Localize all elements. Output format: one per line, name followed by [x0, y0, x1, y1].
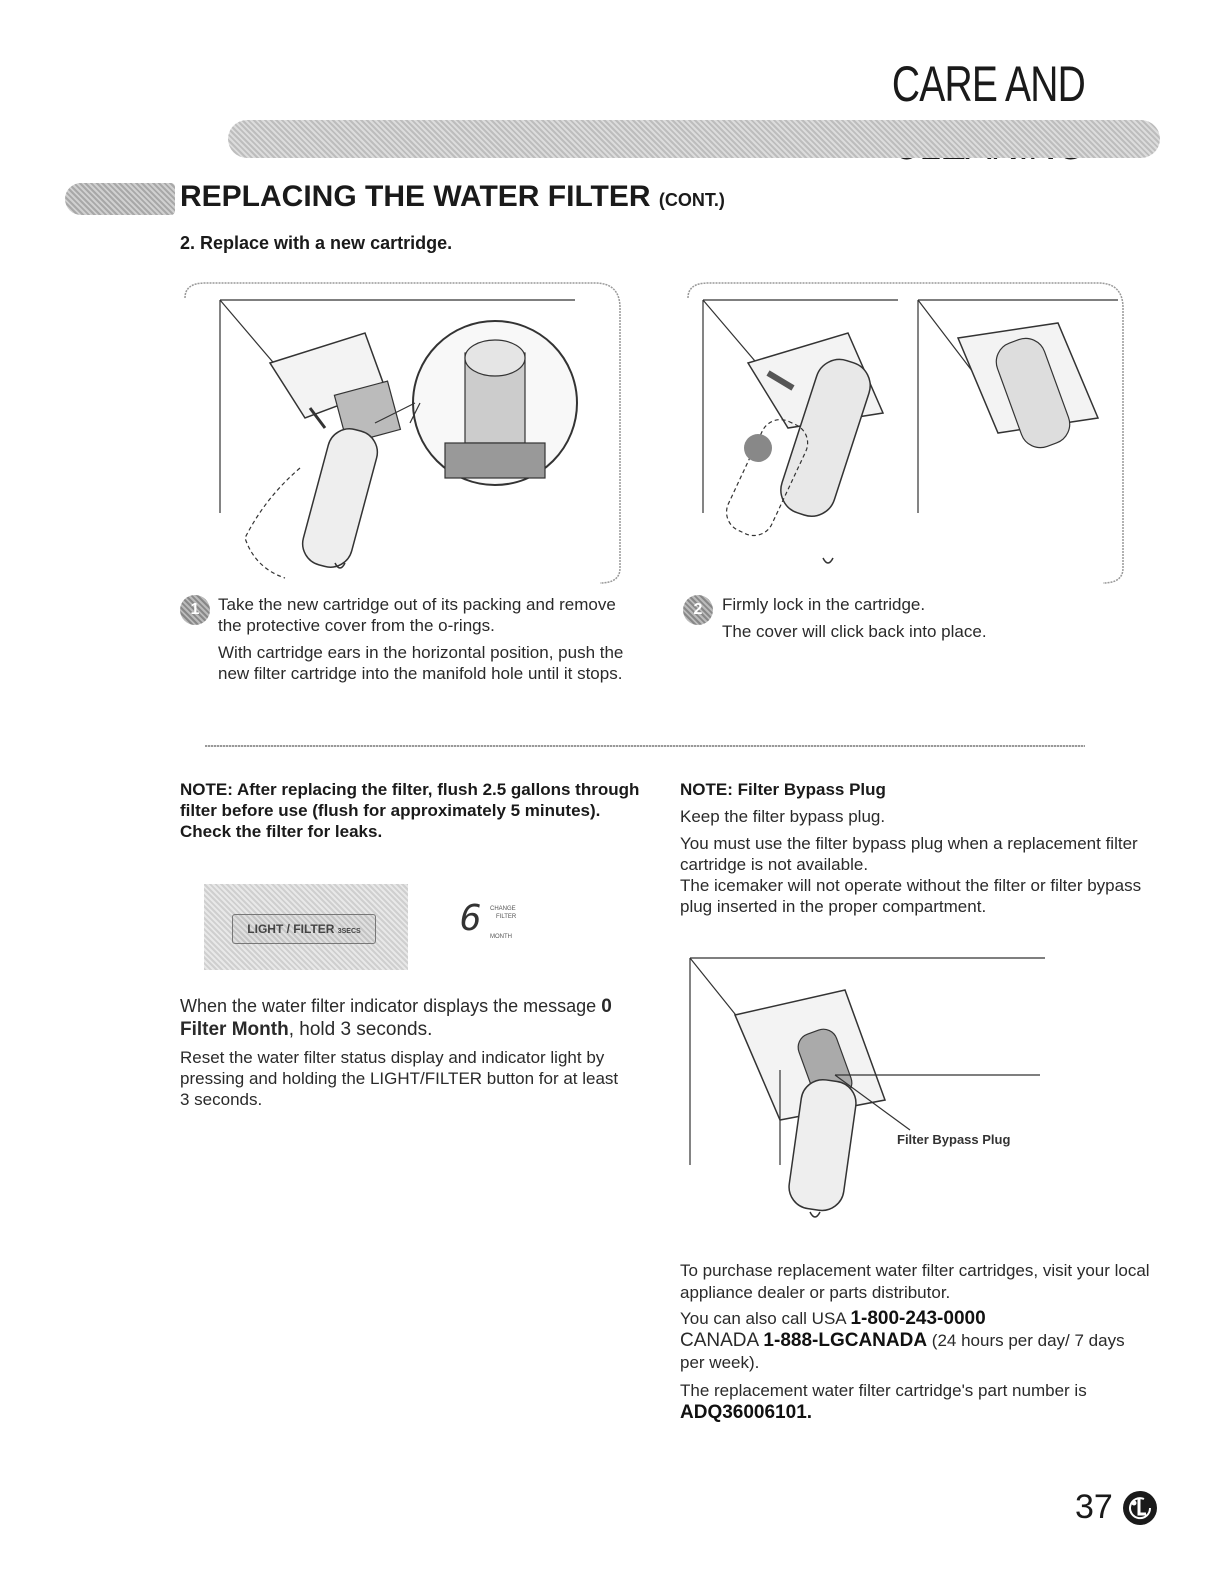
- step-heading: 2. Replace with a new cartridge.: [180, 233, 453, 253]
- purchase-canada-post: (24 hours per day/ 7 days per week).: [680, 1331, 1125, 1372]
- purchase-canada: [680, 1330, 1150, 1374]
- step-2-text: [722, 594, 1122, 648]
- light-filter-button-hint: 3SECS: [337, 928, 361, 935]
- control-panel: [204, 884, 408, 970]
- reset-pre: When the water filter indicator displays the message: [180, 996, 602, 1016]
- step-2-badge: 2: [683, 595, 713, 625]
- illustration-insert-cartridge: [175, 278, 625, 590]
- purchase-canada-phone: 1-888-LGCANADA: [763, 1330, 928, 1351]
- note-bypass-heading: NOTE: Filter Bypass Plug: [680, 780, 886, 799]
- page-header-title: CARE AND: [891, 56, 1085, 112]
- reset-post: , hold 3 seconds.: [288, 1019, 433, 1040]
- reset-highlight: 0 Filter Month: [180, 996, 612, 1040]
- purchase-canada-pre: CANADA: [680, 1330, 764, 1351]
- step-1-line-1: Take the new cartridge out of its packing and remove the protective cover from the o-rings.: [218, 595, 616, 635]
- display-label-filter: FILTER: [496, 914, 517, 920]
- purchase-part-number: ADQ36006101.: [680, 1402, 813, 1423]
- step-1-text: [218, 594, 628, 690]
- step-2-line-1: Firmly lock in the cartridge.: [722, 595, 926, 614]
- illustration-lock-cartridge: [678, 278, 1128, 590]
- note-flush-line-2: Check the filter for leaks.: [180, 822, 383, 841]
- display-digit: 6: [460, 898, 482, 939]
- note-bypass-line-2: You must use the filter bypass plug when a replacement filter cartridge is not available.: [680, 834, 1138, 874]
- note-bypass-line-1: Keep the filter bypass plug.: [680, 807, 886, 826]
- purchase-usa-phone: 1-800-243-0000: [850, 1308, 986, 1329]
- display-label-month: MONTH: [490, 934, 512, 940]
- purchase-line-1: To purchase replacement water filter cartridges, visit your local appliance dealer or parts distributor.: [680, 1261, 1150, 1302]
- purchase-info: [680, 1260, 1150, 1424]
- display-label-change: CHANGE: [490, 906, 516, 912]
- step-2-line-2: The cover will click back into place.: [722, 622, 987, 641]
- reset-instructions: [180, 995, 640, 1041]
- purchase-usa: [680, 1308, 1150, 1330]
- section-title-text: REPLACING THE WATER FILTER: [180, 180, 651, 213]
- filter-month-display: [460, 898, 540, 948]
- light-filter-button[interactable]: [232, 914, 376, 944]
- note-bypass-line-3: The icemaker will not operate without the filter or filter bypass plug inserted in the proper compartment.: [680, 876, 1142, 916]
- illustration-bypass-plug: [685, 950, 1065, 1230]
- reset-detail: Reset the water filter status display and indicator light by pressing and holding the LIGHT/FILTER button for at least 3 seconds.: [180, 1048, 619, 1109]
- note-flush: [180, 779, 650, 842]
- page-number: 37: [1075, 1488, 1113, 1526]
- note-bypass: [680, 779, 1155, 923]
- step-1-line-2: With cartridge ears in the horizontal position, push the new filter cartridge into the manifold hole until it stops.: [218, 643, 624, 683]
- bypass-plug-callout: Filter Bypass Plug: [897, 1132, 1011, 1147]
- section-tab-marker: [65, 183, 175, 215]
- lg-logo-icon: [1122, 1490, 1158, 1526]
- header-bar: [228, 120, 1160, 158]
- purchase-part-pre: The replacement water filter cartridge's part number is: [680, 1381, 1087, 1400]
- section-divider: [205, 745, 1085, 747]
- step-1-badge: 1: [180, 595, 210, 625]
- purchase-usa-pre: You can also call USA: [680, 1309, 851, 1328]
- note-flush-line-1: NOTE: After replacing the filter, flush 2.5 gallons through filter before use (flush for approximately 5 minutes).: [180, 780, 640, 820]
- purchase-part: [680, 1380, 1150, 1424]
- light-filter-button-label: LIGHT / FILTER: [247, 922, 335, 936]
- section-title: [180, 180, 725, 214]
- section-title-suffix: (CONT.): [658, 190, 725, 210]
